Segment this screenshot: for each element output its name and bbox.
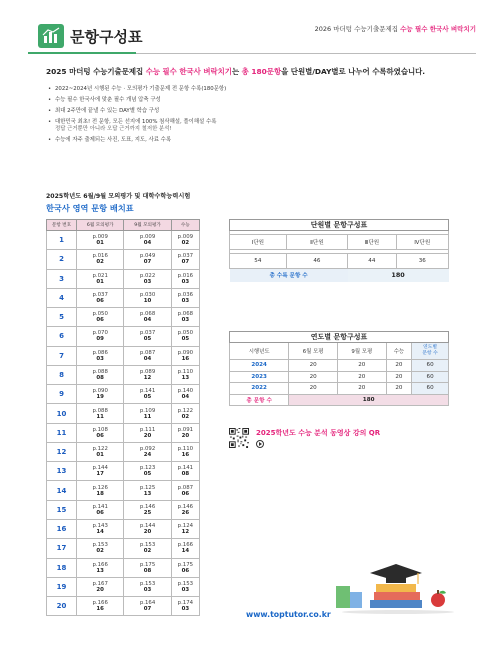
page-number: p.111 (139, 426, 156, 433)
page-number: p.144 (92, 465, 108, 472)
page-number: p.037 (139, 330, 156, 337)
year-total-label: 총 문항 수 (230, 394, 289, 406)
feature-item (48, 119, 448, 133)
page-number: p.088 (92, 407, 108, 414)
header-note-accent: 수능 필수 한국사 벼락치기 (400, 25, 476, 33)
question-index: 20 (96, 586, 104, 593)
page-reference-cell (124, 404, 171, 423)
table-row (47, 346, 200, 365)
page-number: p.153 (139, 580, 156, 587)
year-value: 2024 (230, 360, 289, 372)
question-index: 16 (181, 452, 190, 459)
page-number: p.091 (177, 426, 194, 433)
page-reference-cell (124, 500, 171, 519)
page-number: p.166 (92, 600, 108, 607)
page-number: p.141 (92, 503, 108, 510)
table-row (47, 519, 200, 538)
page-reference-cell (77, 327, 124, 346)
page-reference-cell (124, 597, 171, 616)
unit-label: Ⅱ단원 (286, 235, 347, 250)
question-index: 10 (143, 297, 152, 304)
page-number: p.146 (139, 503, 156, 510)
question-index: 18 (96, 490, 104, 497)
year-count: 20 (337, 360, 386, 372)
question-index: 04 (181, 394, 190, 401)
question-index: 04 (143, 317, 152, 324)
page-reference-cell (171, 423, 199, 442)
question-index: 11 (143, 413, 152, 420)
question-number: 3 (47, 269, 77, 288)
page-reference-cell (171, 577, 199, 596)
table-row (47, 231, 200, 250)
page-number: p.087 (139, 349, 156, 356)
year-count: 20 (289, 383, 338, 395)
question-number: 14 (47, 481, 77, 500)
page-number: p.068 (139, 311, 156, 318)
page-number: p.022 (139, 272, 156, 279)
question-index: 13 (96, 567, 104, 574)
question-index: 02 (96, 259, 104, 266)
page-number: p.175 (177, 561, 194, 568)
page-reference-cell (171, 597, 199, 616)
question-number: 20 (47, 597, 77, 616)
page-number: p.167 (92, 580, 108, 587)
question-index: 07 (143, 259, 152, 266)
page-number: p.086 (92, 349, 108, 356)
feature-item (48, 137, 448, 144)
question-index: 13 (143, 490, 152, 497)
question-number: 17 (47, 539, 77, 558)
play-icon[interactable] (256, 440, 264, 448)
year-row (230, 371, 449, 383)
table-row (47, 423, 200, 442)
year-total-value: 180 (289, 394, 449, 406)
page-reference-cell (124, 423, 171, 442)
year-count: 20 (386, 371, 412, 383)
unit-composition-table (229, 219, 449, 282)
header-csat: 수능 (171, 220, 199, 231)
header-divider-grey (136, 53, 476, 54)
question-index: 20 (181, 432, 190, 439)
page-number: p.036 (177, 291, 194, 298)
question-index: 08 (96, 374, 104, 381)
question-index: 02 (96, 548, 104, 555)
page-reference-cell (171, 346, 199, 365)
question-index: 04 (143, 355, 152, 362)
page-number: p.141 (177, 465, 194, 472)
question-placement-table (46, 219, 200, 616)
page-number: p.126 (92, 484, 108, 491)
question-index: 04 (143, 240, 152, 247)
page-number: p.050 (92, 311, 108, 318)
question-index: 13 (181, 374, 190, 381)
page-reference-cell (124, 269, 171, 288)
page-number: p.164 (139, 600, 156, 607)
page-reference-cell (124, 231, 171, 250)
feature-text: 최대 2주만에 끝낼 수 있는 DAY별 학습 구성 (55, 108, 160, 114)
page-reference-cell (124, 577, 171, 596)
question-index: 05 (181, 336, 190, 343)
header-september-mock: 9월 모의평가 (124, 220, 171, 231)
question-index: 03 (181, 297, 190, 304)
question-index: 08 (143, 567, 152, 574)
page-reference-cell (124, 346, 171, 365)
qr-code-icon[interactable] (229, 428, 249, 448)
page-reference-cell (77, 308, 124, 327)
unit-label: Ⅲ단원 (348, 235, 396, 250)
question-index: 12 (143, 374, 152, 381)
question-index: 17 (96, 471, 104, 478)
question-index: 24 (143, 452, 152, 459)
page-reference-cell (77, 385, 124, 404)
page-reference-cell (171, 404, 199, 423)
question-index: 07 (181, 259, 190, 266)
page-reference-cell (171, 231, 199, 250)
question-index: 02 (181, 413, 190, 420)
page-reference-cell (77, 597, 124, 616)
unit-count: 36 (396, 254, 448, 269)
table-row (47, 539, 200, 558)
feature-text: 수능 필수 한국사에 맞춘 필수 개념 압축 구성 (55, 97, 161, 103)
question-number: 10 (47, 404, 77, 423)
page-number: p.090 (92, 388, 108, 395)
page-reference-cell (77, 577, 124, 596)
question-index: 16 (96, 606, 104, 613)
year-value: 2022 (230, 383, 289, 395)
page-number: p.108 (92, 426, 108, 433)
question-index: 05 (143, 471, 152, 478)
feature-item (48, 86, 448, 93)
question-index: 07 (143, 606, 152, 613)
year-sum: 60 (412, 383, 449, 395)
page-reference-cell (171, 327, 199, 346)
table-row (47, 288, 200, 307)
year-row (230, 383, 449, 395)
year-count: 20 (289, 360, 338, 372)
question-index: 09 (96, 336, 104, 343)
feature-item (48, 108, 448, 115)
question-index: 06 (181, 490, 190, 497)
year-sum: 60 (412, 360, 449, 372)
page-reference-cell (77, 365, 124, 384)
table-row (47, 404, 200, 423)
question-index: 08 (181, 471, 190, 478)
question-index: 03 (181, 278, 190, 285)
question-index: 05 (143, 394, 152, 401)
page-number: p.037 (92, 291, 108, 298)
intro-sentence (46, 66, 466, 77)
page-number: p.092 (139, 446, 156, 453)
question-index: 01 (96, 240, 104, 247)
table-row (47, 462, 200, 481)
page-reference-cell (77, 500, 124, 519)
page-reference-cell (171, 250, 199, 269)
page-number: p.166 (92, 561, 108, 568)
page-reference-cell (171, 308, 199, 327)
question-number: 13 (47, 462, 77, 481)
year-count: 20 (337, 383, 386, 395)
page-reference-cell (77, 231, 124, 250)
year-count: 20 (337, 371, 386, 383)
page-reference-cell (171, 519, 199, 538)
chart-logo-icon (38, 24, 64, 48)
question-index: 03 (181, 586, 190, 593)
intro-part-1: 2025 마더텅 수능기출문제집 (46, 67, 146, 76)
page-reference-cell (171, 288, 199, 307)
question-number: 1 (47, 231, 77, 250)
unit-count: 44 (348, 254, 396, 269)
page-number: p.144 (139, 523, 156, 530)
unit-total-label: 총 수록 문항 수 (230, 269, 348, 282)
page-reference-cell (124, 462, 171, 481)
page-number: p.153 (177, 580, 194, 587)
question-index: 20 (143, 432, 152, 439)
page-number: p.166 (177, 542, 194, 549)
header-question-number: 문항 번호 (47, 220, 77, 231)
question-index: 06 (96, 509, 104, 516)
page-number: p.122 (177, 407, 194, 414)
intro-book-name: 수능 필수 한국사 벼락치기 (145, 67, 232, 76)
table-row (47, 558, 200, 577)
page-number: p.021 (92, 272, 108, 279)
question-index: 03 (181, 317, 190, 324)
table-row (47, 481, 200, 500)
page-reference-cell (77, 404, 124, 423)
page-reference-cell (171, 500, 199, 519)
page-reference-cell (77, 288, 124, 307)
page-reference-cell (171, 269, 199, 288)
page-reference-cell (124, 365, 171, 384)
table-row (47, 250, 200, 269)
page-number: p.088 (92, 368, 108, 375)
table-row (47, 308, 200, 327)
page-reference-cell (124, 481, 171, 500)
page-number: p.089 (139, 368, 156, 375)
question-index: 03 (143, 278, 152, 285)
feature-subtext: 정답 근거뿐만 아니라 오답 근거까지 철저한 분석! (55, 126, 172, 132)
page-number: p.016 (177, 272, 194, 279)
feature-text: 2022~2024년 시행된 수능 · 모의평가 기출문제 전 문항 수록(180문항) (55, 86, 227, 92)
page-title: 문항구성표 (70, 28, 143, 46)
qr-caption: 2025학년도 수능 분석 동영상 강의 QR (256, 429, 381, 437)
feature-text: 대한민국 최초! 전 문항, 모든 선지에 100% 첨삭해설, 풀이해설 수록 (55, 119, 217, 125)
year-header: 시행년도 (230, 343, 289, 360)
unit-table-title: 단원별 문항구성표 (230, 220, 449, 231)
question-index: 06 (96, 432, 104, 439)
question-number: 15 (47, 500, 77, 519)
year-count: 20 (289, 371, 338, 383)
page-number: p.124 (177, 523, 194, 530)
year-header: 9월 모평 (337, 343, 386, 360)
intro-part-3: 는 (231, 67, 242, 76)
year-composition-table (229, 331, 449, 406)
year-count: 20 (386, 383, 412, 395)
question-number: 6 (47, 327, 77, 346)
year-row (230, 360, 449, 372)
question-number: 18 (47, 558, 77, 577)
page-number: p.125 (139, 484, 156, 491)
page-number: p.009 (92, 234, 108, 241)
page-number: p.090 (177, 349, 194, 356)
table-row (47, 269, 200, 288)
page-number: p.030 (139, 291, 156, 298)
page-number: p.087 (177, 484, 194, 491)
page-header (0, 0, 500, 60)
question-number: 7 (47, 346, 77, 365)
question-index: 03 (143, 586, 152, 593)
page-reference-cell (171, 462, 199, 481)
page-reference-cell (77, 462, 124, 481)
page-number: p.110 (177, 446, 194, 453)
page-reference-cell (77, 250, 124, 269)
page-number: p.123 (139, 465, 156, 472)
page-reference-cell (77, 442, 124, 461)
page-number: p.174 (177, 600, 194, 607)
page-reference-cell (77, 558, 124, 577)
unit-label: Ⅰ단원 (230, 235, 287, 250)
question-index: 01 (96, 452, 104, 459)
table-row (47, 577, 200, 596)
year-count: 20 (386, 360, 412, 372)
year-value: 2023 (230, 371, 289, 383)
page-number: p.140 (177, 388, 194, 395)
question-index: 06 (96, 317, 104, 324)
page-number: p.109 (139, 407, 156, 414)
page-reference-cell (77, 269, 124, 288)
question-index: 14 (181, 548, 190, 555)
question-number: 11 (47, 423, 77, 442)
table-row (47, 365, 200, 384)
question-index: 02 (181, 240, 190, 247)
page-number: p.016 (92, 253, 108, 260)
page-number: p.037 (177, 253, 194, 260)
question-number: 16 (47, 519, 77, 538)
question-index: 25 (143, 509, 152, 516)
question-index: 02 (143, 548, 152, 555)
page-reference-cell (171, 385, 199, 404)
feature-item (48, 97, 448, 104)
page-reference-cell (124, 558, 171, 577)
year-header: 6월 모평 (289, 343, 338, 360)
section-subtitle: 2025학년도 6월/9월 모의평가 및 대학수학능력시험 (46, 193, 191, 200)
table-row (47, 597, 200, 616)
page-reference-cell (171, 442, 199, 461)
page-reference-cell (124, 519, 171, 538)
question-index: 19 (96, 394, 104, 401)
page-reference-cell (124, 327, 171, 346)
page-reference-cell (77, 539, 124, 558)
question-index: 16 (181, 355, 190, 362)
table-row (47, 442, 200, 461)
header-book-note (315, 24, 476, 33)
question-index: 20 (143, 529, 152, 536)
page-number: p.070 (92, 330, 108, 337)
unit-total-value: 180 (348, 269, 449, 282)
year-sum-header-line: 연도별 (423, 345, 438, 350)
question-index: 03 (181, 606, 190, 613)
question-number: 9 (47, 385, 77, 404)
question-number: 2 (47, 250, 77, 269)
table-row (47, 500, 200, 519)
feature-list (48, 86, 448, 148)
page-number: p.146 (177, 503, 194, 510)
page-number: p.153 (92, 542, 108, 549)
page-reference-cell (171, 558, 199, 577)
page-number: p.049 (139, 253, 156, 260)
question-number: 5 (47, 308, 77, 327)
question-index: 01 (96, 278, 104, 285)
page-number: p.153 (139, 542, 156, 549)
header-divider-green (28, 52, 136, 54)
table-row (47, 385, 200, 404)
page-number: p.122 (92, 446, 108, 453)
page-number: p.175 (139, 561, 156, 568)
year-header: 수능 (386, 343, 412, 360)
question-number: 4 (47, 288, 77, 307)
question-index: 03 (96, 355, 104, 362)
page-reference-cell (77, 481, 124, 500)
feature-text: 수능에 자주 출제되는 사진, 도표, 지도, 사료 수록 (55, 137, 172, 143)
website-url[interactable]: www.toptutor.co.kr (246, 610, 331, 619)
page-reference-cell (171, 365, 199, 384)
page-number: p.143 (92, 523, 108, 530)
page-number: p.009 (139, 234, 156, 241)
question-index: 05 (143, 336, 152, 343)
page-reference-cell (77, 346, 124, 365)
page-reference-cell (77, 423, 124, 442)
question-index: 11 (96, 413, 104, 420)
year-sum-header (412, 343, 449, 360)
question-index: 26 (181, 509, 190, 516)
section-title: 한국사 영역 문항 배치표 (46, 203, 134, 213)
page-reference-cell (124, 539, 171, 558)
year-table-title: 연도별 문항구성표 (230, 332, 449, 343)
question-number: 8 (47, 365, 77, 384)
question-index: 14 (96, 529, 104, 536)
page-reference-cell (171, 539, 199, 558)
header-june-mock: 6월 모의평가 (77, 220, 124, 231)
intro-part-5: 을 단원별/DAY별로 나누어 수록하였습니다. (281, 67, 426, 76)
unit-count: 46 (286, 254, 347, 269)
table-row (47, 327, 200, 346)
unit-count: 54 (230, 254, 287, 269)
page-reference-cell (171, 481, 199, 500)
header-note-plain: 2026 마더텅 수능기출문제집 (314, 25, 401, 33)
page-number: p.050 (177, 330, 194, 337)
question-index: 12 (181, 529, 190, 536)
page-reference-cell (124, 442, 171, 461)
unit-label: Ⅳ단원 (396, 235, 448, 250)
intro-total: 총 180문항 (241, 67, 282, 76)
page-reference-cell (124, 308, 171, 327)
question-number: 12 (47, 442, 77, 461)
question-number: 19 (47, 577, 77, 596)
page-number: p.141 (139, 388, 156, 395)
page-number: p.068 (177, 311, 194, 318)
page-reference-cell (77, 519, 124, 538)
year-sum: 60 (412, 371, 449, 383)
page-reference-cell (124, 385, 171, 404)
year-sum-header-line: 문항 수 (422, 351, 438, 356)
question-index: 06 (181, 567, 190, 574)
page-number: p.009 (177, 234, 194, 241)
page-reference-cell (124, 250, 171, 269)
page-reference-cell (124, 288, 171, 307)
question-index: 06 (96, 297, 104, 304)
graduation-books-illustration (326, 556, 456, 614)
page-number: p.110 (177, 368, 194, 375)
